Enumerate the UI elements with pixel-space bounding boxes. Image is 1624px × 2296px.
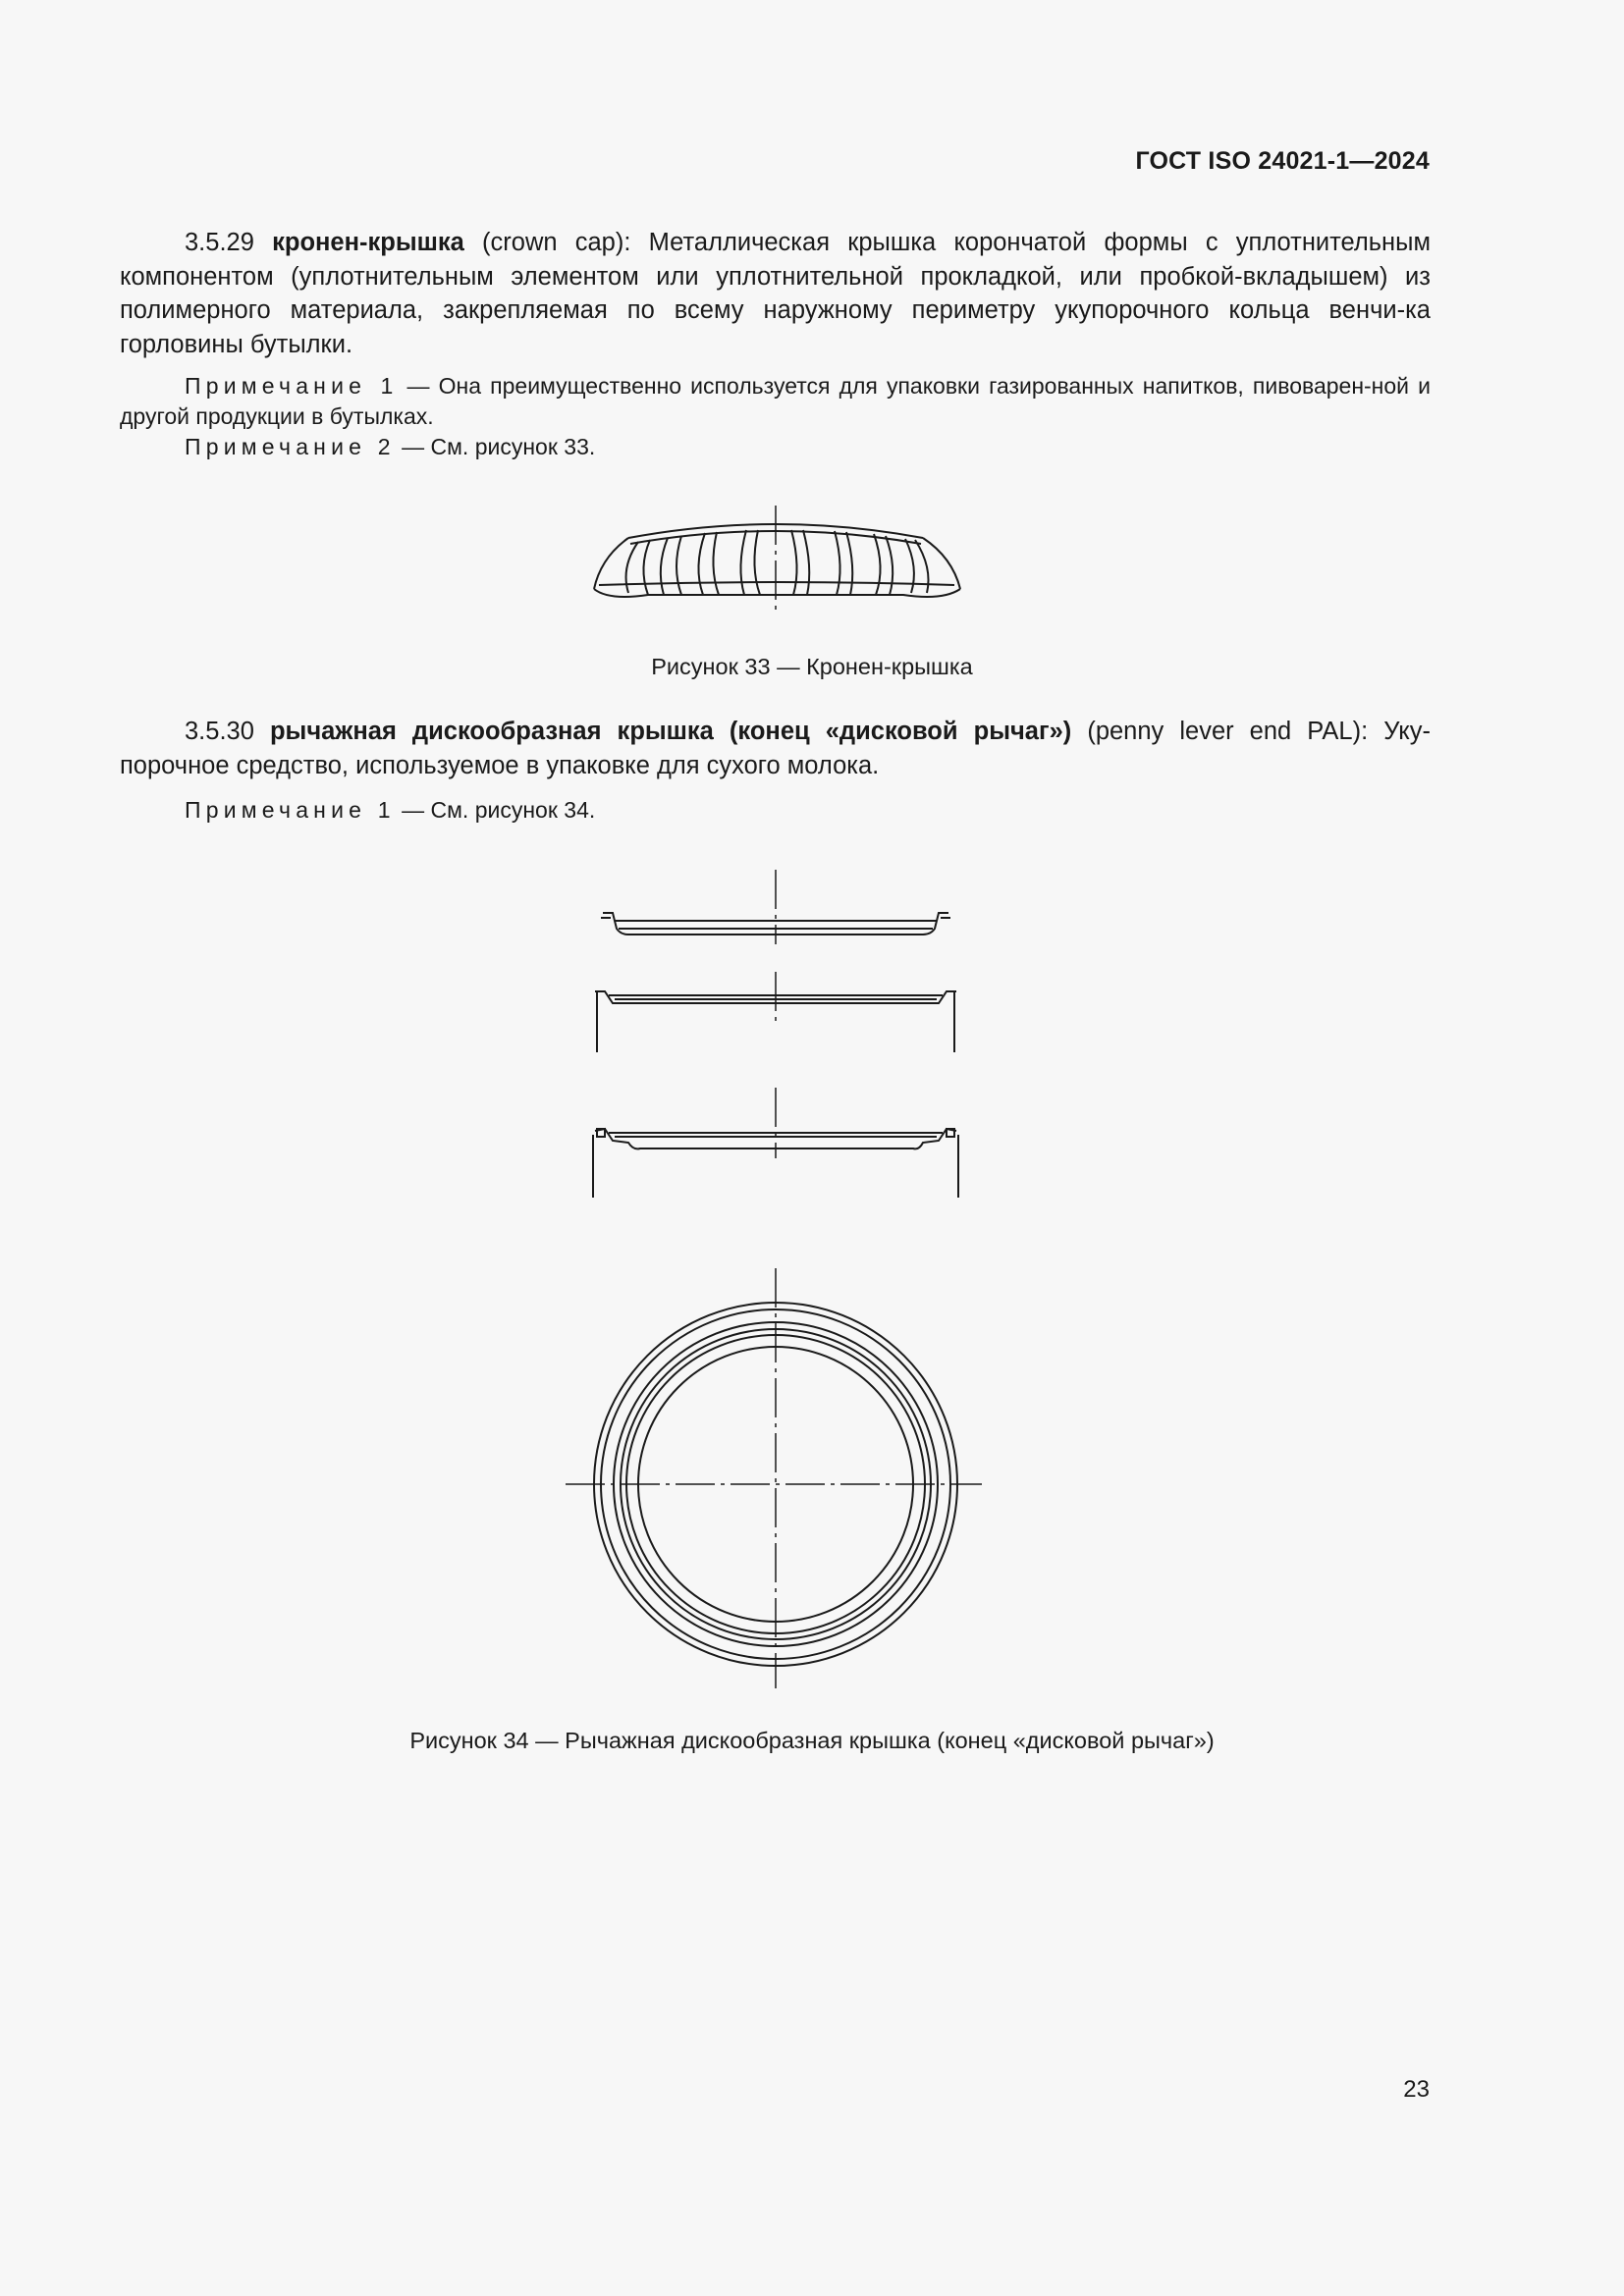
figure-34-section-view <box>593 1129 958 1198</box>
term-number: 3.5.29 <box>185 229 254 256</box>
document-header: ГОСТ ISO 24021-1—2024 <box>1135 147 1430 175</box>
note-1-3-5-30 <box>120 795 1431 826</box>
figure-34-caption: Рисунок 34 — Рычажная дискообразная крышка (конец «дисковой рычаг») <box>409 1728 1215 1753</box>
note-label: Примечание 2 <box>185 434 396 459</box>
term-english: (crown cap) <box>463 229 624 256</box>
term-3-5-29 <box>120 226 1431 361</box>
term-definition: : Металлическая крышка корончатой формы с уплотнительным компонентом (уплотнительным элементом или уплотнительной прокладкой, или пробкой-вкладышем) из полимерного материала, закрепляемая по всему наружному периметру укупорочного кольца венчи-ка горловины бутылки. <box>120 229 1431 358</box>
term-3-5-30 <box>120 715 1431 782</box>
page-number: 23 <box>1403 2076 1430 2103</box>
figure-34-plan-view <box>594 1303 957 1666</box>
note-label: Примечание 1 <box>185 373 399 399</box>
note-text: — Она преимущественно используется для упаковки газированных напитков, пивоварен-ной и другой продукции в бутылках. <box>120 373 1431 429</box>
term-number: 3.5.30 <box>185 718 254 745</box>
term-name: рычажная дискообразная крышка (конец «дисковой рычаг») <box>269 718 1072 745</box>
note-text: — См. рисунок 33. <box>395 434 596 459</box>
term-definition: : Уку-порочное средство, используемое в упаковке для сухого молока. <box>120 718 1431 779</box>
note-1-3-5-29 <box>120 371 1431 432</box>
figure-34-lid-on-can-view <box>595 991 956 1052</box>
note-text: — См. рисунок 34. <box>395 797 596 823</box>
note-label: Примечание 1 <box>185 797 396 823</box>
term-english: (penny lever end PAL) <box>1071 718 1362 745</box>
figure-34-lid-view <box>601 913 950 934</box>
figure-33-caption: Рисунок 33 — Кронен-крышка <box>651 654 973 679</box>
term-name: кронен-крышка <box>272 229 464 256</box>
note-2-3-5-29 <box>120 432 1431 462</box>
